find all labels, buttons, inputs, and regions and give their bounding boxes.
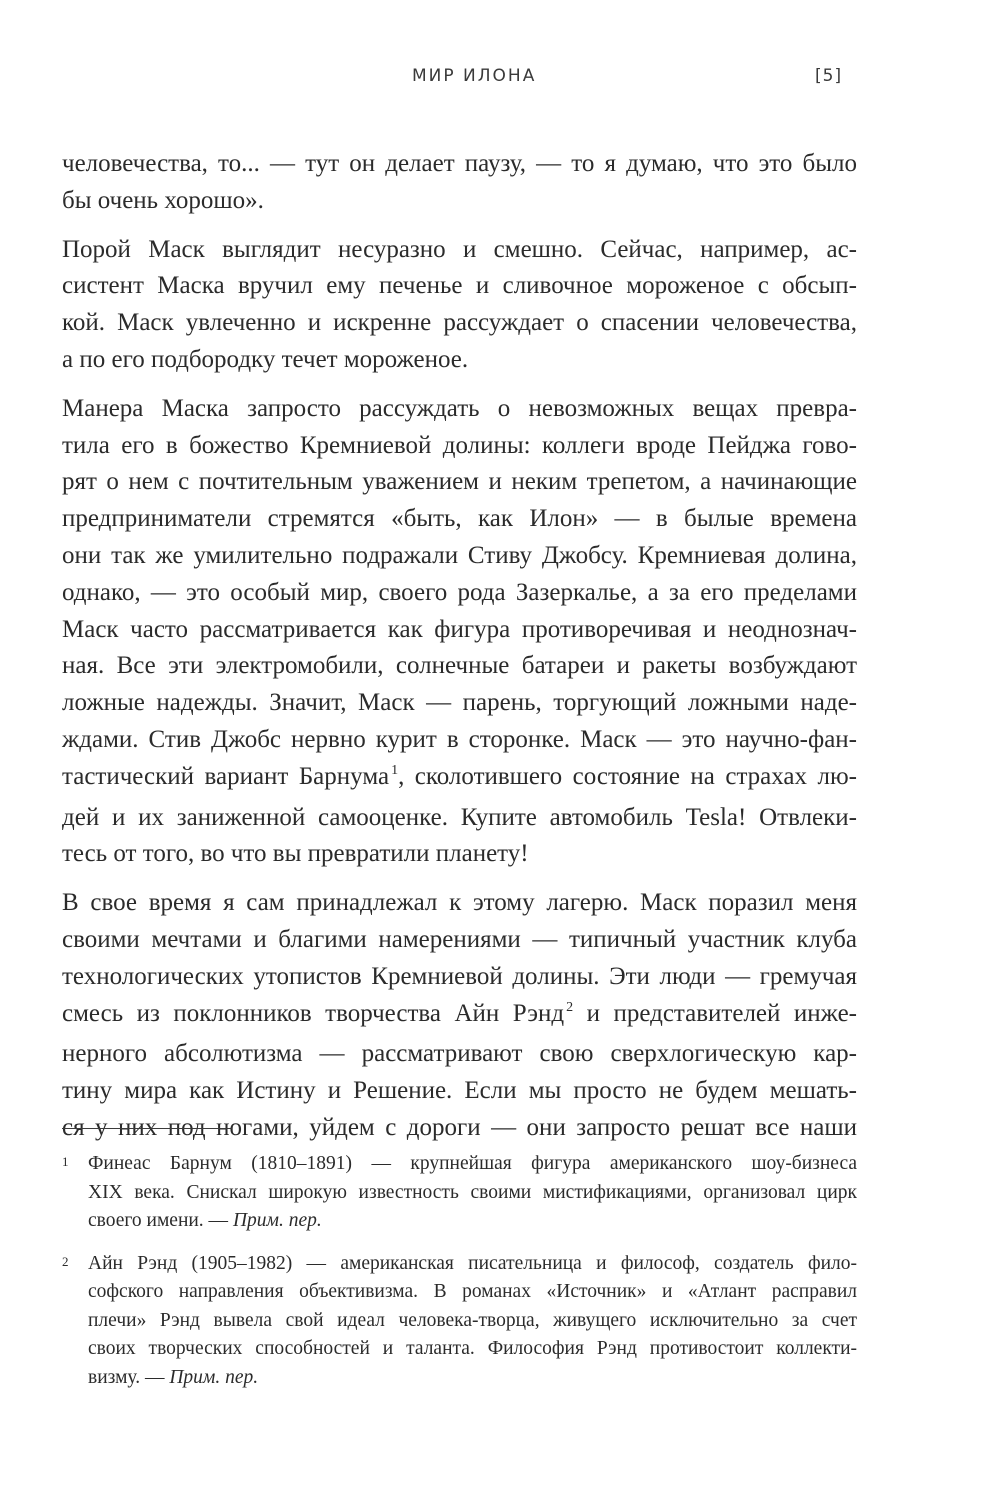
translator-note: Прим. пер. [169, 1366, 259, 1388]
text-line: ждами. Стив Джобс нервно курит в сторонке. Маск — это научно-фан- [62, 725, 857, 753]
text-fragment: смесь из поклонников творчества Айн Рэнд [62, 999, 565, 1027]
text-line: ная. Все эти электромобили, солнечные батареи и ракеты возбуждают [62, 652, 857, 680]
text-fragment: тастический вариант Барнума [62, 762, 390, 790]
paragraph-1 [62, 146, 857, 220]
text-line: ложные надежды. Значит, Маск — парень, торгующий ложными наде- [62, 689, 857, 717]
footnote-ref-2[interactable]: 2 [566, 999, 574, 1015]
footnote-text: своего имени. — [88, 1210, 229, 1231]
footnote-number: 1 [62, 1154, 69, 1169]
text-line: тесь от того, во что вы превратили планету! [62, 840, 529, 868]
text-line: Порой Маск выглядит несуразно и смешно. Сейчас, например, ас- [62, 235, 857, 263]
footnote-line: своих творческих способностей и таланта. Философия Рэнд противостоит коллекти- [88, 1338, 857, 1359]
footnote-divider [62, 1128, 232, 1129]
text-line: систент Маска вручил ему печенье и сливочное мороженое с обсып- [62, 272, 857, 300]
text-line: тила его в божество Кремниевой долины: коллеги вроде Пейджа гово- [62, 431, 857, 459]
footnote-ref-1[interactable]: 1 [391, 762, 399, 778]
text-line: кой. Маск увлеченно и искренне рассуждает о спасении человечества, [62, 309, 857, 337]
text-line: предприниматели стремятся «быть, как Илон» — в былые времена [62, 505, 857, 533]
page-number: [5] [815, 66, 843, 86]
text-line: однако, — это особый мир, своего рода Зазеркалье, а за его пределами [62, 578, 857, 606]
footnote-2 [62, 1250, 857, 1393]
text-line: Манера Маска запросто рассуждать о невозможных вещах превра- [62, 394, 857, 422]
footnote-line [88, 1207, 857, 1236]
paragraph-3 [62, 391, 857, 873]
text-line: тину мира как Истину и Решение. Если мы просто не будем мешать- [62, 1077, 857, 1105]
footnote-line [88, 1364, 857, 1393]
text-line: дей и их заниженной самооценке. Купите автомобиль Tesla! Отвлеки- [62, 803, 857, 831]
footnote-line: XIX века. Снискал широкую известность своими мистификациями, организовал цирк [88, 1181, 857, 1203]
text-line: а по его подбородку течет мороженое. [62, 345, 469, 373]
text-line: своими мечтами и благими намерениями — типичный участник клуба [62, 925, 857, 953]
running-title: МИР ИЛОНА [412, 66, 537, 86]
text-line: нерного абсолютизма — рассматривают свою сверхлогическую кар- [62, 1040, 857, 1068]
footnote-line: Айн Рэнд (1905–1982) — американская писательница и философ, создатель фило- [88, 1252, 857, 1274]
text-line: человечества, то... — тут он делает паузу, — то я думаю, что это было [62, 150, 857, 177]
footnote-line: плечи» Рэнд вывела свой идеал человека-творца, живущего исключительно за счет [88, 1309, 857, 1331]
text-line: В свое время я сам принадлежал к этому лагерю. Маск поразил меня [62, 889, 857, 917]
text-line: рят о нем с почтительным уважением и неким трепетом, а начинающие [62, 468, 857, 496]
text-line: технологических утопистов Кремниевой долины. Эти люди — гремучая [62, 962, 857, 990]
footnotes [62, 1150, 857, 1406]
text-line [62, 996, 857, 1037]
footnote-text: визму. — [88, 1366, 165, 1388]
translator-note: Прим. пер. [232, 1210, 322, 1231]
footnote-number: 2 [62, 1253, 69, 1269]
text-line: они так же умилительно подражали Стиву Джобсу. Кремниевая долина, [62, 541, 857, 569]
footnote-line: Финеас Барнум (1810–1891) — крупнейшая фигура американского шоу-бизнеса [88, 1153, 857, 1174]
footnote-line: софского направления объективизма. В романах «Источник» и «Атлант расправил [88, 1281, 857, 1302]
text-line: бы очень хорошо». [62, 186, 264, 214]
running-head [0, 64, 1000, 92]
text-fragment: и представителей инже- [573, 999, 857, 1027]
text-fragment: , сколотившего состояние на страхах лю- [398, 762, 857, 790]
text-line: Маск часто рассматривается как фигура противоречивая и неоднознач- [62, 615, 857, 643]
paragraph-2 [62, 232, 857, 379]
footnote-1 [62, 1150, 857, 1236]
paragraph-4 [62, 885, 857, 1147]
text-line [62, 759, 857, 800]
main-text [62, 146, 857, 1159]
text-line: ся у них под ногами, уйдем с дороги — они запросто решат все наши [62, 1113, 857, 1141]
